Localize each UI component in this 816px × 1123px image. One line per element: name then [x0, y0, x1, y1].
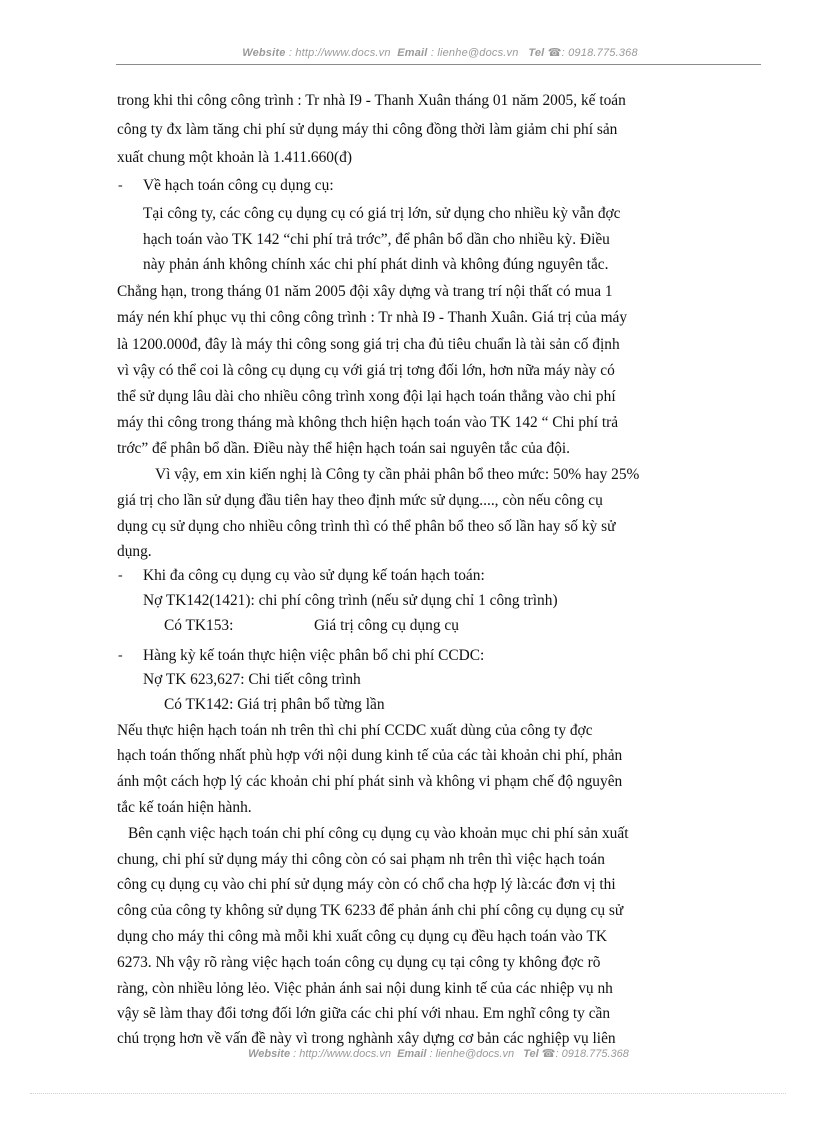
website-url[interactable]: : http://www.docs.vn — [288, 47, 391, 59]
journal-entry-credit: Có TK153: — [164, 617, 234, 634]
body-line: hạch toán vào TK 142 “chi phí trả trớc”, để phân bổ dần cho nhiều kỳ. Điều — [143, 231, 610, 248]
body-line: công ty đx làm tăng chi phí sử dụng máy thi công đồng thời làm giảm chi phí sản — [117, 121, 618, 138]
email-label: Email — [397, 1048, 427, 1060]
body-line: Khi đa công cụ dụng cụ vào sử dụng kế toán hạch toán: — [143, 567, 485, 584]
body-line: xuất chung một khoản là 1.411.660(đ) — [117, 149, 352, 166]
journal-entry-credit-desc: Giá trị công cụ dụng cụ — [314, 617, 459, 634]
website-label: Website — [242, 47, 286, 59]
body-line: thể sử dụng lâu dài cho nhiều công trình xong đội lại hạch toán thẳng vào chi phí — [117, 388, 616, 405]
email-label: Email — [397, 47, 428, 59]
body-line: Tại công ty, các công cụ dụng cụ có giá trị lớn, sử dụng cho nhiều kỳ vẫn đợc — [143, 205, 621, 222]
body-line: ánh một cách hợp lý các khoản chi phí phát sinh và không vi phạm chế độ nguyên — [117, 773, 623, 790]
body-line: vì vậy có thể coi là công cụ dụng cụ với giá trị tơng đối lớn, hơn nữa máy này có — [117, 362, 615, 379]
journal-entry-debit: Nợ TK 623,627: Chi tiết công trình — [143, 671, 361, 688]
body-line: Nếu thực hiện hạch toán nh trên thì chi phí CCDC xuất dùng của công ty đợc — [117, 722, 593, 739]
journal-entry-debit: Nợ TK142(1421): chi phí công trình (nếu sử dụng chỉ 1 công trình) — [143, 592, 558, 609]
body-line: trớc” để phân bổ dần. Điều này thể hiện hạch toán sai nguyên tắc của đội. — [117, 440, 571, 457]
page-header — [120, 46, 760, 59]
bullet-marker: - — [118, 178, 123, 193]
website-label: Website — [248, 1048, 291, 1060]
body-line: Bên cạnh việc hạch toán chi phí công cụ dụng cụ vào khoản mục chi phí sản xuất — [128, 825, 629, 842]
body-line: vậy sẽ làm thay đổi tơng đối lớn giữa các chi phí với nhau. Em nghĩ công ty cần — [117, 1005, 611, 1022]
page-bottom-divider — [30, 1093, 786, 1094]
tel-label: Tel — [523, 1048, 539, 1060]
body-line: công cụ dụng cụ vào chi phí sử dụng máy còn có chổ cha hợp lý là:các đơn vị thi — [117, 876, 616, 893]
body-line: dụng cụ sử dụng cho nhiều công trình thì có thể phân bổ theo số lần hay số kỳ sử — [117, 518, 616, 535]
body-line: Hàng kỳ kế toán thực hiện việc phân bổ chi phí CCDC: — [143, 647, 485, 664]
body-line: ràng, còn nhiều lỏng lẻo. Việc phản ánh sai nội dung kinh tế của các nhiệp vụ nh — [117, 980, 613, 997]
body-line: là 1200.000đ, đây là máy thi công song giá trị cha đủ tiêu chuẩn là tài sản cố định — [117, 336, 620, 353]
body-line: công của công ty không sử dụng TK 6233 để phản ánh chi phí công cụ dụng cụ sử — [117, 902, 624, 919]
journal-entry-credit: Có TK142: Giá trị phân bổ từng lần — [164, 696, 385, 713]
body-line: này phản ánh không chính xác chi phí phát dinh và không đúng nguyên tắc. — [143, 256, 609, 273]
body-line: giá trị cho lần sử dụng đầu tiên hay theo định mức sử dụng...., còn nếu công cụ — [117, 492, 603, 509]
body-line: chung, chi phí sử dụng máy thi công còn có sai phạm nh trên thì việc hạch toán — [117, 851, 605, 868]
tel-number: ☎: 0918.775.368 — [541, 1048, 629, 1060]
body-line: Vì vậy, em xin kiến nghị là Công ty cần phải phân bổ theo mức: 50% hay 25% — [155, 466, 640, 483]
body-line: trong khi thi công công trình : Tr nhà I9 - Thanh Xuân tháng 01 năm 2005, kế toán — [117, 92, 626, 109]
body-line: dụng. — [117, 543, 152, 560]
section-heading: Về hạch toán công cụ dụng cụ: — [143, 177, 334, 194]
email-address[interactable]: : lienhe@docs.vn — [429, 1048, 515, 1060]
tel-number: ☎: 0918.775.368 — [547, 47, 638, 59]
body-line: chú trọng hơn về vấn đề này vì trong nghành xây dựng cơ bản các nghiệp vụ liên — [117, 1030, 616, 1047]
body-line: dụng cho máy thi công mà mỗi khi xuất công cụ dụng cụ đều hạch toán vào TK — [117, 928, 607, 945]
body-line: máy nén khí phục vụ thi công công trình : Tr nhà I9 - Thanh Xuân. Giá trị của máy — [117, 309, 628, 326]
page-footer — [116, 1047, 761, 1060]
body-line: tắc kế toán hiện hành. — [117, 799, 252, 816]
body-line: hạch toán thống nhất phù hợp với nội dung kinh tế của các tài khoản chi phí, phản — [117, 747, 623, 764]
website-url[interactable]: : http://www.docs.vn — [293, 1048, 391, 1060]
body-line: Chẳng hạn, trong tháng 01 năm 2005 đội xây dựng và trang trí nội thất có mua 1 — [117, 283, 613, 300]
tel-label: Tel — [528, 47, 545, 59]
email-address[interactable]: : lienhe@docs.vn — [430, 47, 519, 59]
bullet-marker: - — [118, 568, 123, 583]
body-line: 6273. Nh vậy rõ ràng việc hạch toán công cụ dụng cụ tại công ty không đợc rõ — [117, 954, 601, 971]
bullet-marker: - — [118, 648, 123, 663]
header-rule — [116, 64, 761, 65]
body-line: máy thi công trong tháng mà không thch hiện hạch toán vào TK 142 “ Chi phí trả — [117, 414, 619, 431]
